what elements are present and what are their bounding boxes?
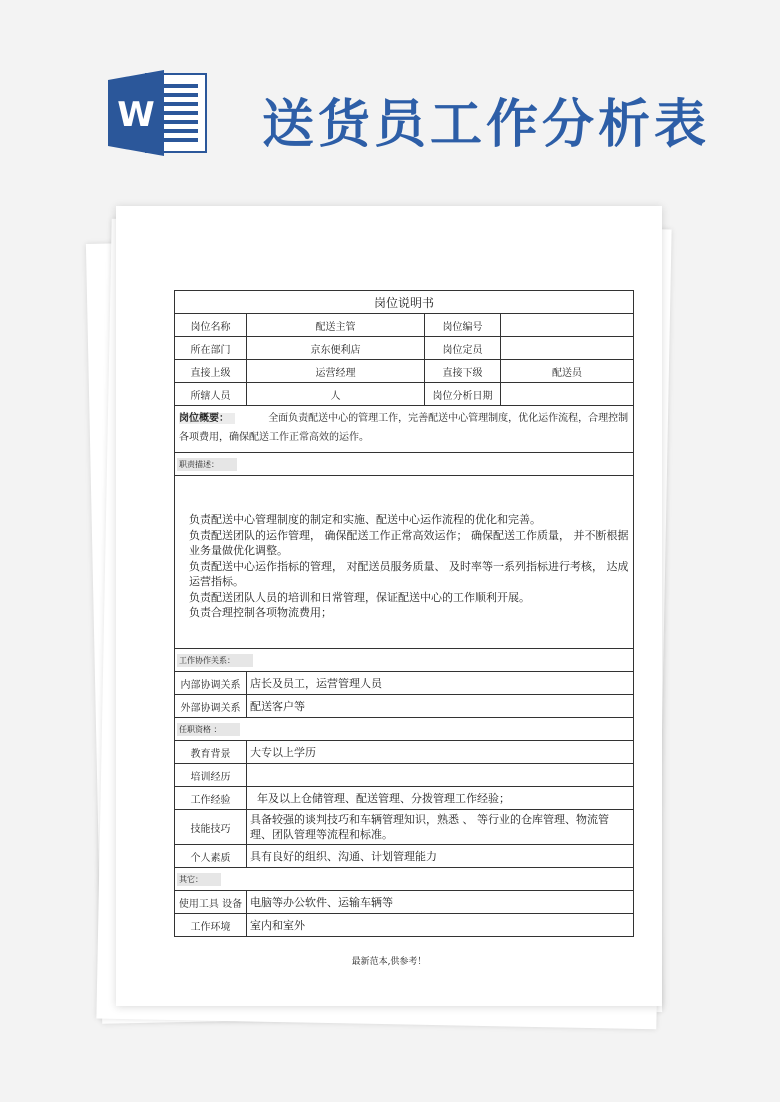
table-row [175, 314, 633, 337]
table-row [175, 787, 633, 810]
summary-text: 全面负责配送中心的管理工作，完善配送中心管理制度，优化运作流程，合理控制各项费用，确保配送工作正常高效的运作。 [179, 413, 629, 443]
document-sheet [116, 206, 662, 1006]
duty-item: 负责合理控制各项物流费用； [189, 606, 332, 619]
label-cell: 使用工具 设备 [175, 891, 247, 913]
label-cell: 工作经验 [175, 787, 247, 809]
value-cell: 具备较强的谈判技巧和车辆管理知识，熟悉 、 等行业的仓库管理、物流管理、团队管理等流程和标准。 [250, 813, 609, 841]
section-other [175, 868, 633, 891]
summary-label: 岗位概要： [179, 413, 235, 424]
value-cell [501, 314, 633, 336]
value-cell: 配送主管 [247, 314, 425, 336]
table-row [175, 891, 633, 914]
section-duties [175, 453, 633, 476]
value-cell [247, 764, 633, 786]
table-row [175, 810, 633, 845]
label-cell: 岗位编号 [425, 314, 501, 336]
table-row [175, 741, 633, 764]
label-cell: 工作环境 [175, 914, 247, 936]
label-cell: 个人素质 [175, 845, 247, 867]
table-row [175, 383, 633, 406]
section-qualifications [175, 718, 633, 741]
value-cell: 店长及员工，运营管理人员 [250, 677, 382, 690]
label-cell: 直接下级 [425, 360, 501, 382]
word-icon [108, 70, 208, 156]
label-cell: 直接上级 [175, 360, 247, 382]
duties-row [175, 476, 633, 649]
label-cell: 内部协调关系 [175, 672, 247, 694]
label-cell: 所在部门 [175, 337, 247, 359]
table-row [175, 695, 633, 718]
section-label: 工作协作关系： [177, 654, 253, 667]
table-row [175, 914, 633, 936]
summary [175, 406, 633, 452]
duty-item: 负责配送团队的运作管理， 确保配送工作正常高效运作； 确保配送工作质量， 并不断根据业务量做优化调整。 [189, 528, 629, 557]
label-cell: 岗位定员 [425, 337, 501, 359]
value-cell: 具有良好的组织、沟通、计划管理能力 [250, 850, 437, 863]
job-description-table [174, 290, 634, 937]
value-cell: 人 [247, 383, 425, 405]
value-cell: 大专以上学历 [250, 746, 316, 759]
label-cell: 培训经历 [175, 764, 247, 786]
summary-row [175, 406, 633, 453]
section-label: 其它： [177, 873, 221, 886]
table-row [175, 337, 633, 360]
label-cell: 教育背景 [175, 741, 247, 763]
table-row [175, 764, 633, 787]
label-cell: 岗位分析日期 [425, 383, 501, 405]
word-logo-letter: W [117, 95, 155, 135]
value-cell: 京东便利店 [247, 337, 425, 359]
value-cell: 电脑等办公软件、运输车辆等 [250, 896, 393, 909]
footer-note: 最新范本,供参考！ [351, 957, 427, 967]
label-cell: 技能技巧 [175, 810, 247, 844]
duties-list [175, 476, 633, 648]
label-cell: 外部协调关系 [175, 695, 247, 717]
section-label: 任职资格 ： [177, 723, 240, 736]
table-row [175, 360, 633, 383]
table-title: 岗位说明书 [175, 291, 633, 314]
header [0, 0, 780, 190]
value-cell: 年及以上仓储管理、配送管理、分拨管理工作经验； [257, 792, 510, 805]
value-cell: 室内和室外 [250, 919, 305, 932]
duty-item: 负责配送中心管理制度的制定和实施、配送中心运作流程的优化和完善。 [189, 513, 541, 526]
section-relations [175, 649, 633, 672]
table-row [175, 672, 633, 695]
value-cell: 运营经理 [247, 360, 425, 382]
duty-item: 负责配送中心运作指标的管理， 对配送员服务质量、 及时率等一系列指标进行考核， 达成运营指标。 [189, 559, 629, 588]
table-row [175, 845, 633, 868]
value-cell [501, 337, 633, 359]
value-cell: 配送员 [552, 367, 582, 379]
value-cell [501, 383, 633, 405]
label-cell: 所辖人员 [175, 383, 247, 405]
page-title: 送货员工作分析表 [262, 95, 711, 155]
value-cell: 配送客户等 [250, 700, 305, 713]
label-cell: 岗位名称 [175, 314, 247, 336]
duty-item: 负责配送团队人员的培训和日常管理，保证配送中心的工作顺利开展。 [189, 590, 530, 604]
section-label: 职责描述： [177, 458, 237, 471]
